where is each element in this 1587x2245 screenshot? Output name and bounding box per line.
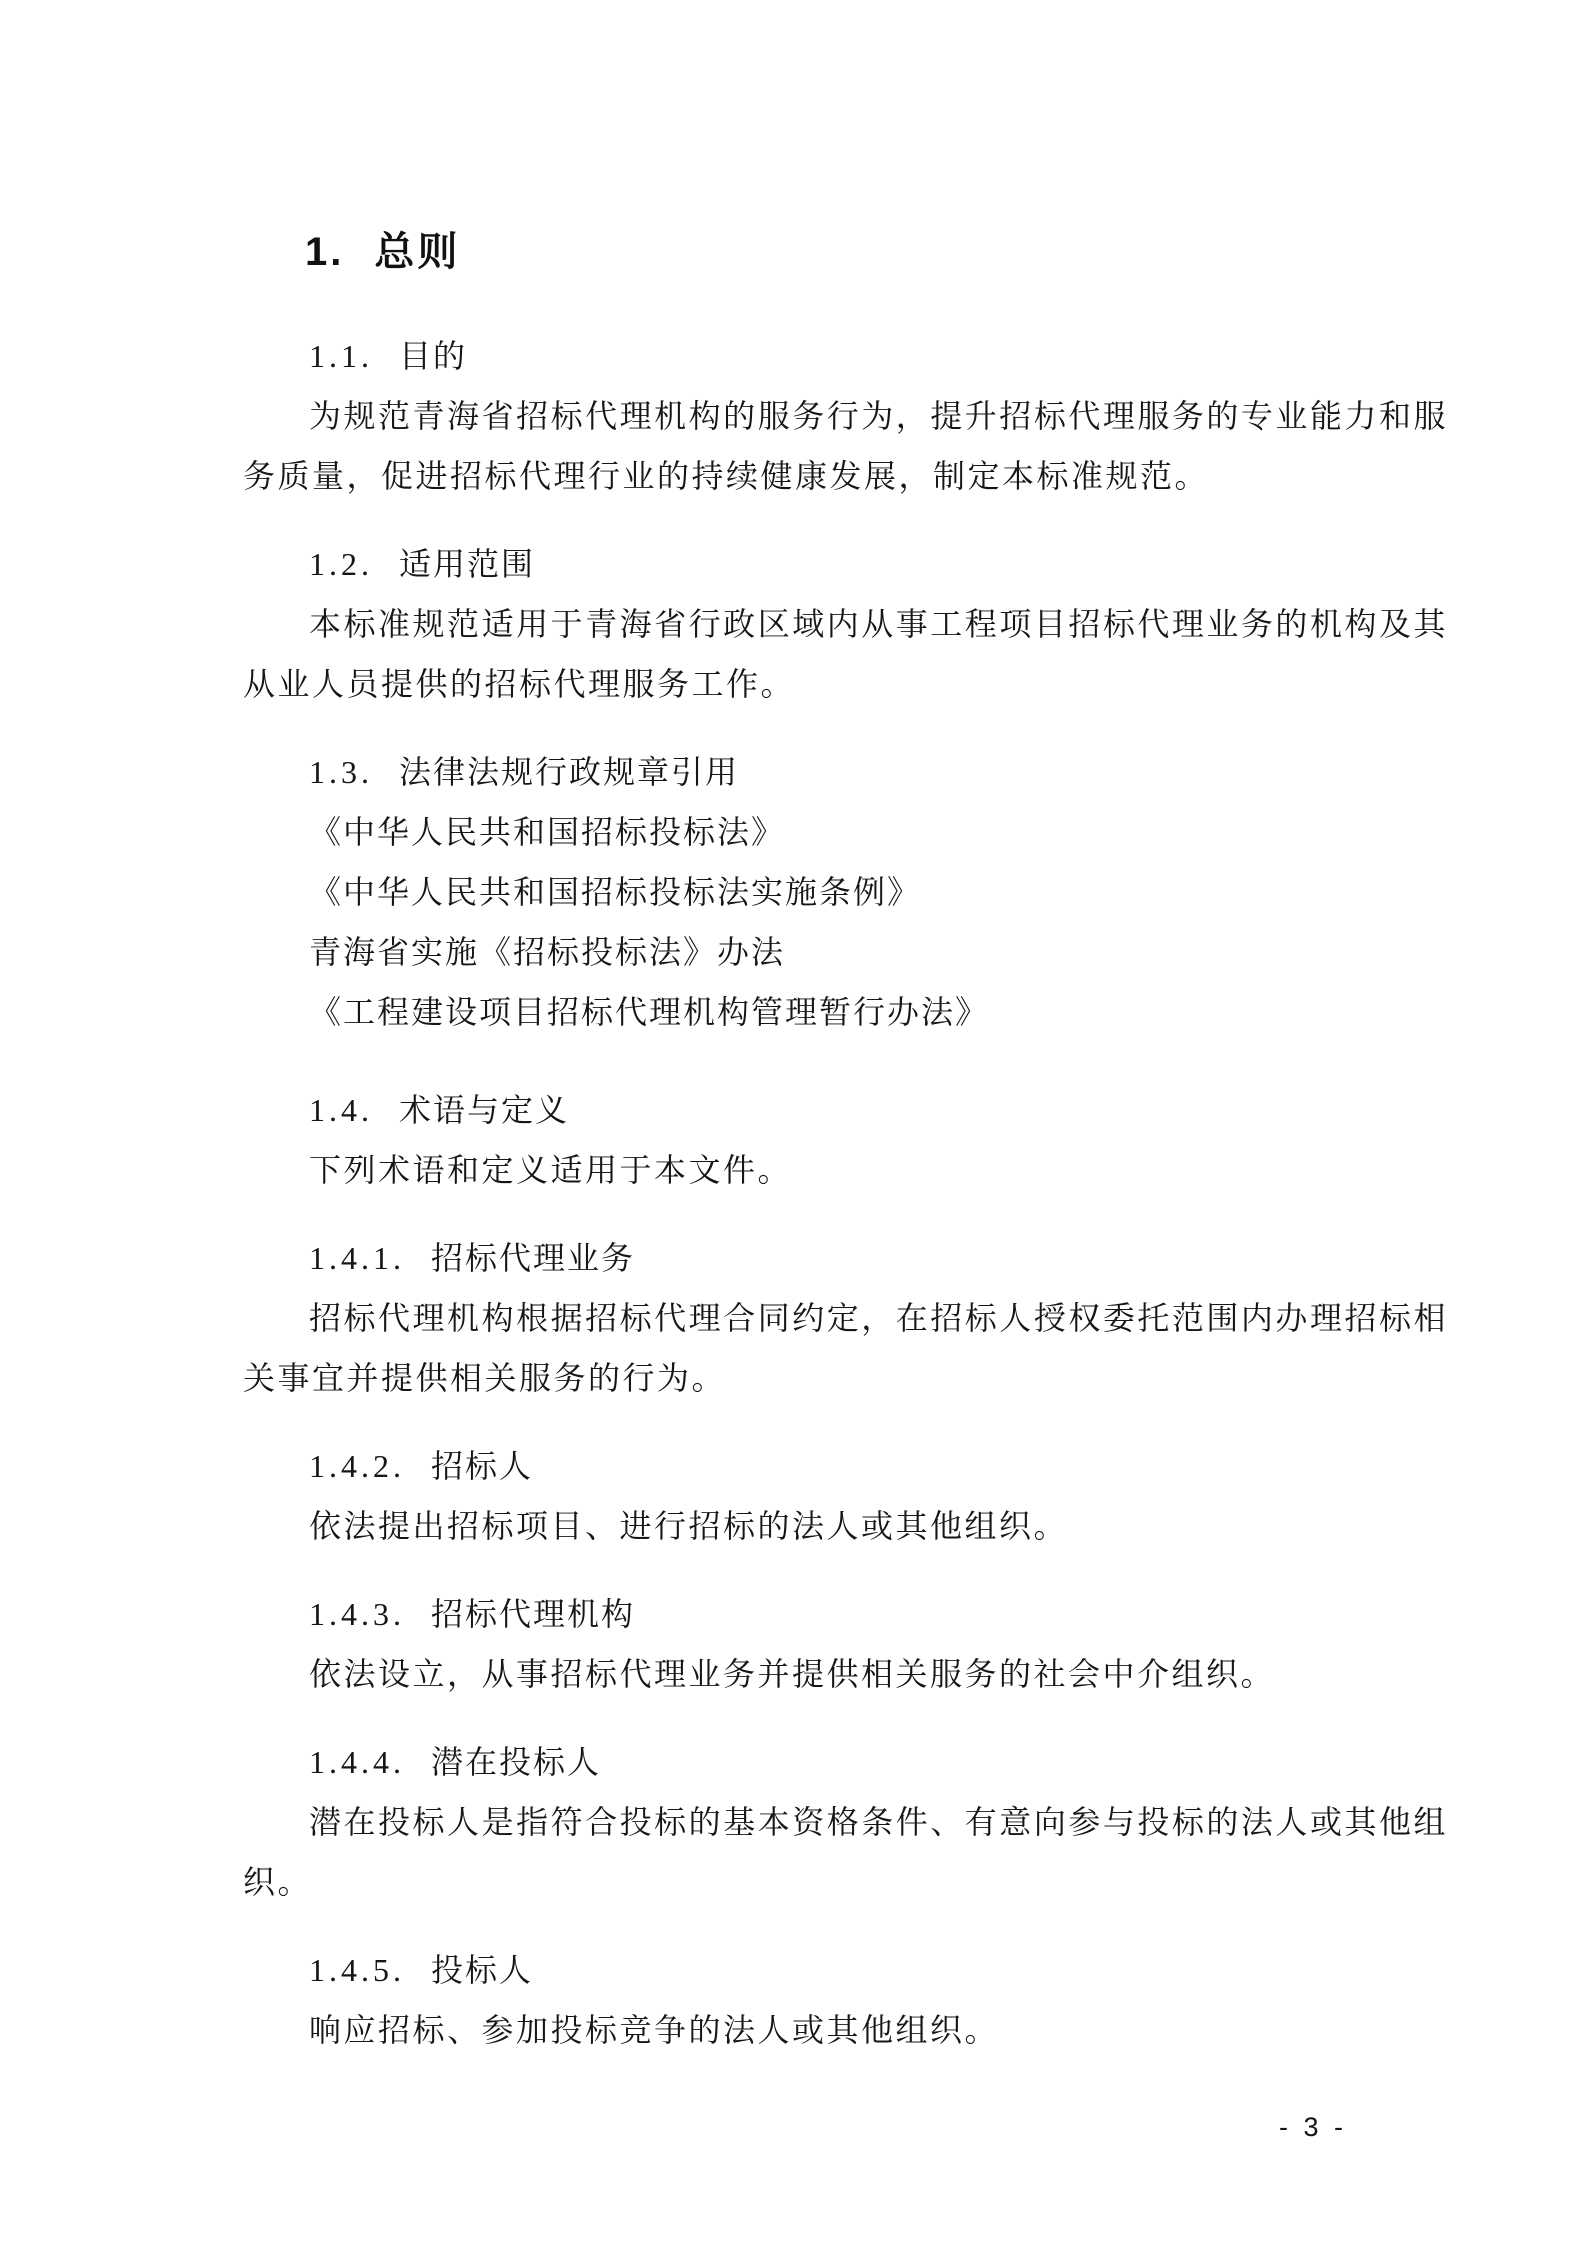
section-1-4-4-paragraph: 潜在投标人是指符合投标的基本资格条件、有意向参与投标的法人或其他组织。 [243, 1804, 1448, 1900]
section-1-3-heading [243, 742, 1448, 802]
section-1-4-2 [243, 1436, 1448, 1556]
section-1-4-4 [243, 1732, 1448, 1912]
section-1-2-heading [243, 534, 1448, 594]
section-1-4-2-heading [243, 1436, 1448, 1496]
section-1-1-paragraph: 为规范青海省招标代理机构的服务行为，提升招标代理服务的专业能力和服务质量，促进招标代理行业的持续健康发展，制定本标准规范。 [243, 398, 1448, 494]
section-1-1-number: 1.1. [309, 338, 373, 374]
section-1-4-5 [243, 1940, 1448, 2060]
law-reference: 《中华人民共和国招标投标法实施条例》 [309, 874, 922, 910]
section-1-3-title: 法律法规行政规章引用 [399, 754, 740, 790]
section-1-1 [243, 326, 1448, 506]
chapter-number: 1. [305, 230, 345, 274]
section-1-4-4-heading [243, 1732, 1448, 1792]
law-reference: 《工程建设项目招标代理机构管理暂行办法》 [309, 994, 990, 1030]
section-1-4-3-paragraph: 依法设立，从事招标代理业务并提供相关服务的社会中介组织。 [309, 1656, 1276, 1692]
page-number: - 3 - [1278, 2112, 1347, 2142]
section-1-4-2-number: 1.4.2. [309, 1448, 405, 1484]
section-1-4-1-number: 1.4.1. [309, 1240, 405, 1276]
section-1-4-3-title: 招标代理机构 [431, 1596, 636, 1632]
chapter-title: 总则 [374, 230, 461, 274]
document-content [243, 230, 1448, 2060]
section-1-4-3-number: 1.4.3. [309, 1596, 405, 1632]
section-1-1-heading [243, 326, 1448, 386]
section-1-4-5-heading [243, 1940, 1448, 2000]
section-1-3 [243, 742, 1448, 1042]
section-1-4-number: 1.4. [309, 1092, 373, 1128]
section-1-4-1-paragraph: 招标代理机构根据招标代理合同约定，在招标人授权委托范围内办理招标相关事宜并提供相关服务的行为。 [243, 1300, 1448, 1396]
section-1-4-title: 术语与定义 [399, 1092, 570, 1128]
section-1-4-2-paragraph: 依法提出招标项目、进行招标的法人或其他组织。 [309, 1508, 1069, 1544]
section-1-4-1-heading [243, 1228, 1448, 1288]
section-1-2-paragraph: 本标准规范适用于青海省行政区域内从事工程项目招标代理业务的机构及其从业人员提供的招标代理服务工作。 [243, 606, 1448, 702]
section-1-4-4-title: 潜在投标人 [431, 1744, 602, 1780]
section-1-2-number: 1.2. [309, 546, 373, 582]
section-1-4-5-paragraph: 响应招标、参加投标竞争的法人或其他组织。 [309, 2012, 1000, 2048]
section-1-4-5-number: 1.4.5. [309, 1952, 405, 1988]
law-reference: 《中华人民共和国招标投标法》 [309, 814, 786, 850]
section-1-2 [243, 534, 1448, 714]
section-1-4-3-heading [243, 1584, 1448, 1644]
section-1-4-heading [243, 1080, 1448, 1140]
section-1-3-number: 1.3. [309, 754, 373, 790]
section-1-4-1 [243, 1228, 1448, 1408]
section-1-4-1-title: 招标代理业务 [431, 1240, 636, 1276]
section-1-4-3 [243, 1584, 1448, 1704]
section-1-4-5-title: 投标人 [431, 1952, 534, 1988]
section-1-4-4-number: 1.4.4. [309, 1744, 405, 1780]
section-1-4-2-title: 招标人 [431, 1448, 534, 1484]
law-reference: 青海省实施《招标投标法》办法 [309, 934, 786, 970]
section-1-2-title: 适用范围 [399, 546, 536, 582]
section-1-1-title: 目的 [399, 338, 468, 374]
chapter-heading [243, 230, 1448, 274]
section-1-4-paragraph: 下列术语和定义适用于本文件。 [309, 1152, 793, 1188]
section-1-4 [243, 1080, 1448, 1200]
